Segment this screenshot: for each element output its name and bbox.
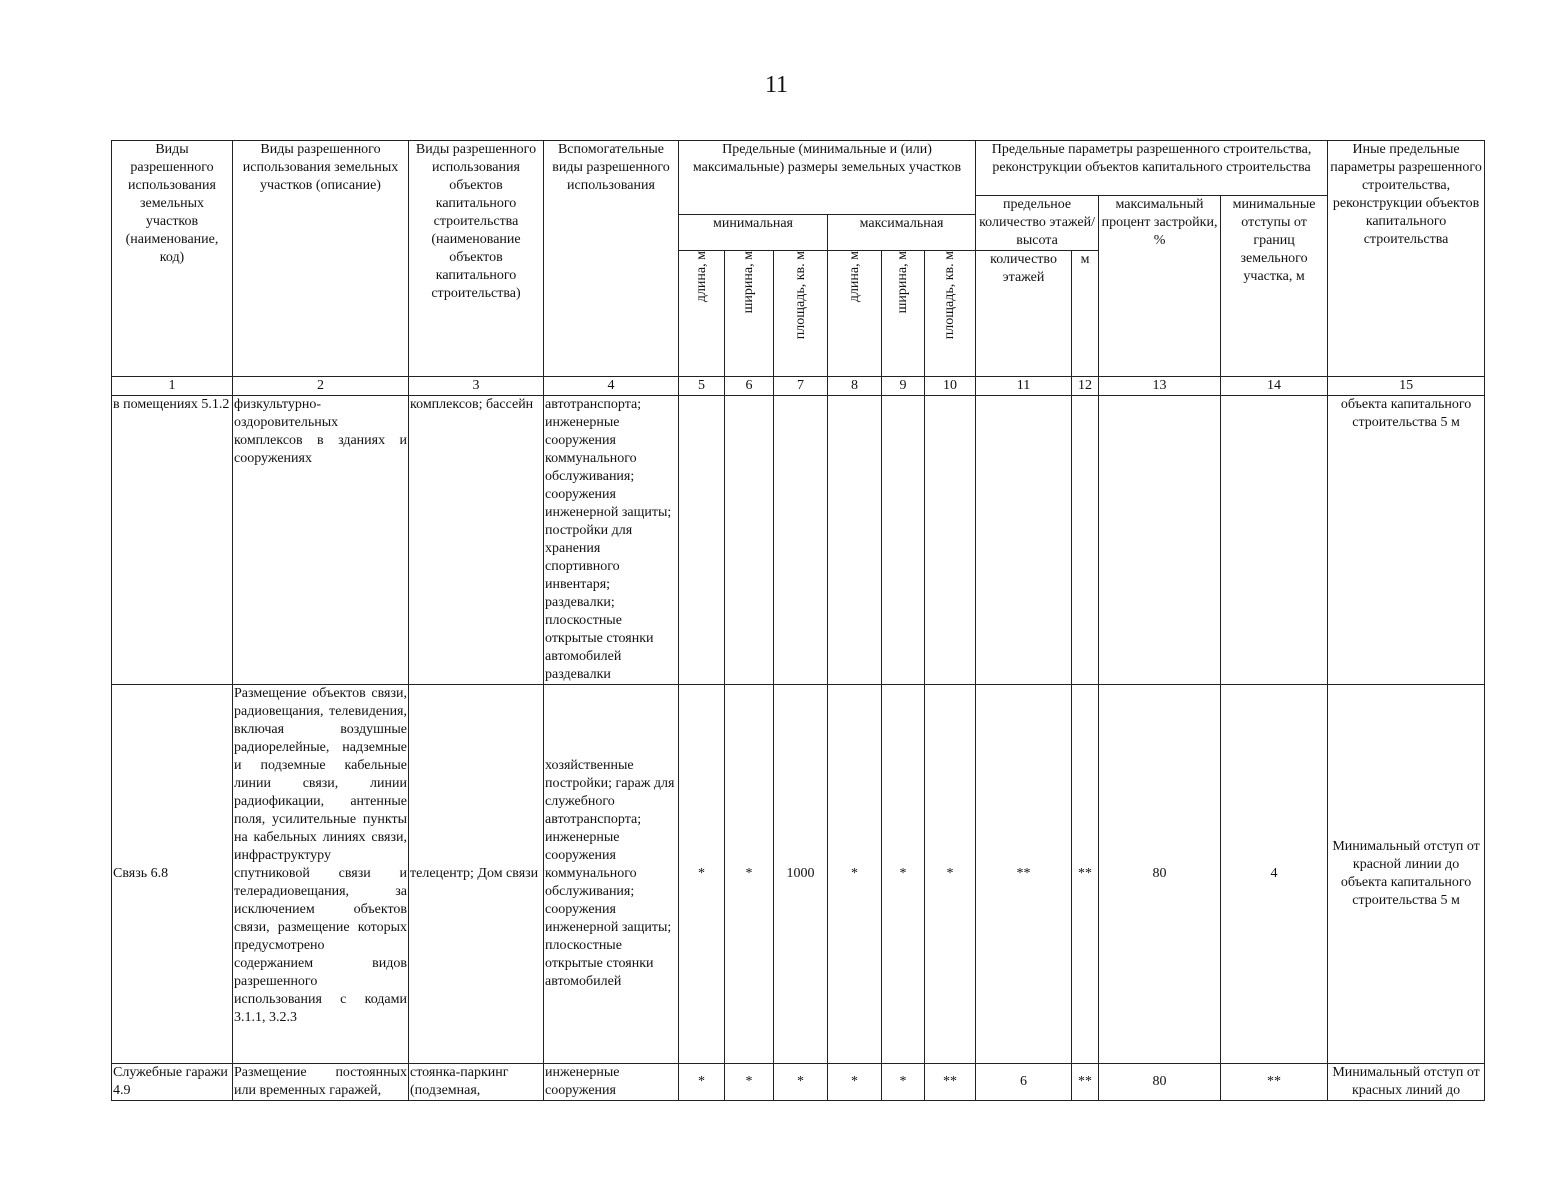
cell-auxiliary-use: автотранспорта; инженерные сооружения коммунального обслуживания; сооружения инженерной защиты; постройки для хранения спортивного инвентаря; раздевалки; плоскостные открытые стоянки автомобилей раздевалки xyxy=(544,396,679,685)
column-numbers-row xyxy=(112,377,1485,396)
cell-floors xyxy=(976,396,1072,685)
cell-max-area: ** xyxy=(925,1064,976,1101)
zoning-regulations-table xyxy=(111,140,1485,1101)
cell-min-length: * xyxy=(679,1064,725,1101)
cell-other-params: объекта капитального строительства 5 м xyxy=(1328,396,1485,685)
column-number: 14 xyxy=(1221,377,1328,396)
header-max-width-text: ширина, м xyxy=(895,251,910,314)
cell-min-width: * xyxy=(725,685,774,1064)
header-land-use-type: Виды разрешенного использования земельных участков (наименование, код) xyxy=(112,141,233,377)
table-row xyxy=(112,685,1485,1064)
cell-min-width: * xyxy=(725,1064,774,1101)
cell-construction-objects: стоянка-паркинг (подземная, xyxy=(409,1064,544,1101)
cell-floors: ** xyxy=(976,685,1072,1064)
header-plot-size-limits: Предельные (минимальные и (или) максимальные) размеры земельных участков xyxy=(679,141,976,215)
cell-min-setback: 4 xyxy=(1221,685,1328,1064)
cell-max-percent xyxy=(1099,396,1221,685)
cell-max-width: * xyxy=(882,1064,925,1101)
header-land-use-description: Виды разрешенного использования земельных участков (описание) xyxy=(233,141,409,377)
header-min-length-text: длина, м xyxy=(693,251,709,303)
cell-description: Размещение объектов связи, радиовещания, телевидения, включая воздушные радиорелейные, надземные и подземные кабельные линии связи, линии радиофикации, антенные поля, усилительные пункты на кабельных линиях связи, инфраструктуру спутниковой связи и телерадиовещания, за исключением объектов связи, размещение которых предусмотрено содержанием видов разрешенного использования с кодами 3.1.1, 3.2.3 xyxy=(233,685,409,1064)
cell-height-m: ** xyxy=(1072,1064,1099,1101)
cell-height-m xyxy=(1072,396,1099,685)
header-construction-use-type: Виды разрешенного использования объектов капитального строительства (наименование объектов капитального строительства) xyxy=(409,141,544,377)
page-number: 11 xyxy=(764,72,789,98)
cell-min-length xyxy=(679,396,725,685)
header-min-length xyxy=(679,251,725,377)
header-max-length-text: длина, м xyxy=(846,251,862,303)
cell-min-area: * xyxy=(774,1064,828,1101)
column-number: 15 xyxy=(1328,377,1485,396)
cell-max-length: * xyxy=(828,1064,882,1101)
column-number: 9 xyxy=(882,377,925,396)
header-max-building-percent: максимальный процент застройки, % xyxy=(1099,196,1221,377)
cell-auxiliary-use: хозяйственные постройки; гараж для служебного автотранспорта; инженерные сооружения коммунального обслуживания; сооружения инженерной защиты; плоскостные открытые стоянки автомобилей xyxy=(544,685,679,1064)
cell-min-setback: ** xyxy=(1221,1064,1328,1101)
header-auxiliary-use: Вспомогательные виды разрешенного использования xyxy=(544,141,679,377)
cell-land-use-type: Служебные гаражи 4.9 xyxy=(112,1064,233,1101)
cell-land-use-type: Связь 6.8 xyxy=(112,685,233,1064)
header-min-width-text: ширина, м xyxy=(741,251,756,314)
cell-max-width: * xyxy=(882,685,925,1064)
header-min-setbacks: минимальные отступы от границ земельного участка, м xyxy=(1221,196,1328,377)
header-other-parameters: Иные предельные параметры разрешенного строительства, реконструкции объектов капитального строительства xyxy=(1328,141,1485,377)
column-number: 11 xyxy=(976,377,1072,396)
cell-min-setback xyxy=(1221,396,1328,685)
header-max-width xyxy=(882,251,925,377)
cell-max-percent: 80 xyxy=(1099,685,1221,1064)
header-meters: м xyxy=(1072,251,1099,377)
column-number: 10 xyxy=(925,377,976,396)
header-minimal: минимальная xyxy=(679,215,828,251)
column-number: 5 xyxy=(679,377,725,396)
column-number: 3 xyxy=(409,377,544,396)
column-number: 2 xyxy=(233,377,409,396)
column-number: 7 xyxy=(774,377,828,396)
cell-max-percent: 80 xyxy=(1099,1064,1221,1101)
header-max-area xyxy=(925,251,976,377)
cell-other-params: Минимальный отступ от красных линий до xyxy=(1328,1064,1485,1101)
column-number: 4 xyxy=(544,377,679,396)
cell-max-area xyxy=(925,396,976,685)
header-min-area xyxy=(774,251,828,377)
cell-description: Размещение постоянных или временных гаражей, xyxy=(233,1064,409,1101)
cell-max-width xyxy=(882,396,925,685)
column-number: 1 xyxy=(112,377,233,396)
header-construction-parameters: Предельные параметры разрешенного строительства, реконструкции объектов капитального строительства xyxy=(976,141,1328,196)
header-max-area-text: площадь, кв. м xyxy=(942,251,958,340)
cell-auxiliary-use: инженерные сооружения xyxy=(544,1064,679,1101)
cell-min-area: 1000 xyxy=(774,685,828,1064)
cell-land-use-type: в помещениях 5.1.2 xyxy=(112,396,233,685)
cell-construction-objects: комплексов; бассейн xyxy=(409,396,544,685)
header-min-width xyxy=(725,251,774,377)
table-row xyxy=(112,396,1485,685)
cell-min-area xyxy=(774,396,828,685)
cell-floors: 6 xyxy=(976,1064,1072,1101)
cell-max-length: * xyxy=(828,685,882,1064)
cell-other-params: Минимальный отступ от красной линии до объекта капитального строительства 5 м xyxy=(1328,685,1485,1064)
cell-description: физкультурно-оздоровительных комплексов в зданиях и сооружениях xyxy=(233,396,409,685)
column-number: 12 xyxy=(1072,377,1099,396)
cell-construction-objects: телецентр; Дом связи xyxy=(409,685,544,1064)
header-floors-count: количество этажей xyxy=(976,251,1072,377)
header-max-length xyxy=(828,251,882,377)
cell-max-length xyxy=(828,396,882,685)
cell-max-area: * xyxy=(925,685,976,1064)
header-floors-height: предельное количество этажей/высота xyxy=(976,196,1099,251)
cell-height-m: ** xyxy=(1072,685,1099,1064)
column-number: 6 xyxy=(725,377,774,396)
column-number: 13 xyxy=(1099,377,1221,396)
cell-min-length: * xyxy=(679,685,725,1064)
header-maximal: максимальная xyxy=(828,215,976,251)
header-min-area-text: площадь, кв. м xyxy=(792,251,808,340)
cell-min-width xyxy=(725,396,774,685)
table-row xyxy=(112,1064,1485,1101)
column-number: 8 xyxy=(828,377,882,396)
